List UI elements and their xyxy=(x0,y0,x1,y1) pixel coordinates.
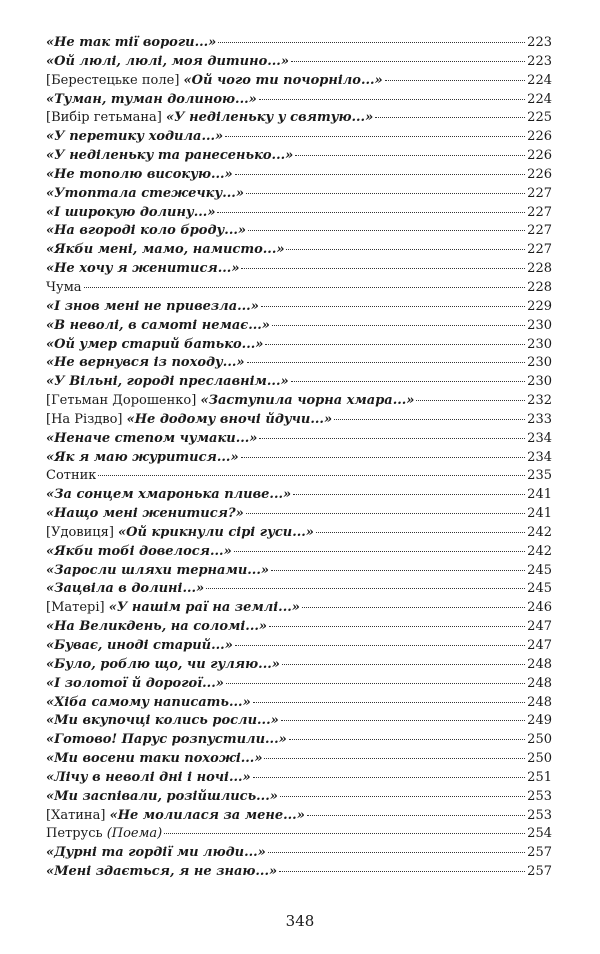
toc-entry-title: «У Вільні, городі преславнім...» xyxy=(46,374,289,390)
dot-leader xyxy=(218,42,525,43)
toc-entry-text xyxy=(46,91,257,110)
toc-entry-title: «На вгороді коло броду...» xyxy=(46,223,246,239)
dot-leader xyxy=(282,664,525,665)
toc-entry xyxy=(46,825,552,844)
toc-entry-page: 234 xyxy=(527,430,552,446)
dot-leader xyxy=(416,400,525,401)
toc-entry-title: «Не хочу я женитися...» xyxy=(46,261,240,277)
toc-entry-text xyxy=(46,147,293,166)
toc-entry-text xyxy=(46,53,289,72)
dot-leader xyxy=(268,852,525,853)
toc-entry-page: 230 xyxy=(527,374,552,390)
dot-leader xyxy=(334,419,525,420)
toc-entry xyxy=(46,204,552,223)
toc-entry-text xyxy=(46,731,287,750)
toc-entry-page: 224 xyxy=(527,72,552,88)
toc-entry-page: 247 xyxy=(527,619,552,635)
toc-entry-text xyxy=(46,279,82,298)
toc-entry-text xyxy=(46,72,383,91)
toc-entry-title: «Ой умер старий батько...» xyxy=(46,336,264,352)
dot-leader xyxy=(241,268,525,269)
toc-entry-page: 257 xyxy=(527,864,552,880)
toc-entry-text xyxy=(46,373,289,392)
toc-entry-page: 246 xyxy=(527,600,552,616)
toc-entry xyxy=(46,222,552,241)
toc-entry-subtitle: (Поема) xyxy=(106,826,163,842)
toc-entry xyxy=(46,449,552,468)
dot-leader xyxy=(235,174,525,175)
dot-leader xyxy=(281,720,525,721)
dot-leader xyxy=(248,230,525,231)
toc-entry-text xyxy=(46,618,267,637)
toc-entry-title: «Буває, иноді старий...» xyxy=(46,638,233,653)
toc-entry-text xyxy=(46,392,414,411)
toc-entry xyxy=(46,260,552,279)
toc-entry-page: 242 xyxy=(527,543,552,559)
toc-entry-text xyxy=(46,505,244,524)
toc-entry xyxy=(46,580,552,599)
dot-leader xyxy=(234,551,525,552)
toc-entry-section: [Вибір гетьмана] xyxy=(46,110,166,126)
dot-leader xyxy=(286,249,525,250)
toc-entry-page: 228 xyxy=(527,279,552,295)
toc-entry-page: 241 xyxy=(527,506,552,522)
toc-entry-text xyxy=(46,844,266,863)
toc-entry-text xyxy=(46,637,233,656)
toc-entry-title: «Якби мені, мамо, намисто...» xyxy=(46,242,285,258)
toc-entry-title: «Не так тії вороги...» xyxy=(46,35,217,50)
dot-leader xyxy=(241,457,526,458)
dot-leader xyxy=(293,494,525,495)
toc-entry-title: «Неначе степом чумаки...» xyxy=(46,430,258,446)
toc-entry-text xyxy=(46,863,277,882)
dot-leader xyxy=(280,796,525,797)
toc-entry-text xyxy=(46,675,224,694)
toc-entry-page: 250 xyxy=(527,732,552,748)
toc-entry-page: 227 xyxy=(527,204,552,220)
dot-leader xyxy=(84,287,526,288)
toc-entry-page: 230 xyxy=(527,317,552,333)
toc-entry-text xyxy=(46,656,280,675)
toc-entry xyxy=(46,128,552,147)
toc-entry-page: 245 xyxy=(527,581,552,597)
dot-leader xyxy=(206,588,525,589)
toc-entry-text xyxy=(46,430,257,449)
dot-leader xyxy=(253,702,525,703)
toc-entry-section: [Матері] xyxy=(46,600,109,616)
toc-entry xyxy=(46,109,552,128)
toc-entry-page: 234 xyxy=(527,449,552,465)
toc-entry-title: «Не додому вночі йдучи...» xyxy=(126,411,333,427)
toc-entry-text xyxy=(46,750,262,769)
dot-leader xyxy=(246,193,525,194)
toc-entry-text xyxy=(46,788,278,807)
toc-entry-title: «Якби тобі довелося...» xyxy=(46,543,232,559)
toc-entry-title: «У перетику ходила...» xyxy=(46,129,224,145)
toc-entry-text xyxy=(46,336,263,355)
toc-entry-title: «Не вернувся із походу...» xyxy=(46,355,245,371)
toc-entry-page: 241 xyxy=(527,487,552,503)
toc-entry xyxy=(46,72,552,91)
toc-entry xyxy=(46,298,552,317)
toc-entry-title: «Ми вкупочці колись росли...» xyxy=(46,713,279,729)
toc-entry-title: «Не тополю високую...» xyxy=(46,166,233,182)
toc-entry-title: «Заступила чорна хмара...» xyxy=(200,393,415,409)
toc-entry-text xyxy=(46,524,314,543)
toc-entry-text xyxy=(46,260,239,279)
dot-leader xyxy=(235,645,525,646)
toc-entry xyxy=(46,279,552,298)
toc-entry-text xyxy=(46,467,96,486)
toc-entry-text xyxy=(46,34,216,53)
toc-entry xyxy=(46,505,552,524)
toc-entry xyxy=(46,373,552,392)
toc-entry-page: 230 xyxy=(527,336,552,352)
dot-leader xyxy=(279,871,525,872)
toc-entry-text xyxy=(46,486,291,505)
toc-entry-text xyxy=(46,694,251,713)
toc-entry-page: 245 xyxy=(527,562,552,578)
toc-entry-title: «Заросли шляхи тернами...» xyxy=(46,562,269,578)
dot-leader xyxy=(291,381,526,382)
toc-entry-page: 230 xyxy=(527,355,552,371)
toc-entry xyxy=(46,712,552,731)
toc-entry-page: 249 xyxy=(527,713,552,729)
toc-entry-text xyxy=(46,580,204,599)
toc-entry-page: 223 xyxy=(527,53,552,69)
toc-entry-title: «За сонцем хмаронька пливе...» xyxy=(46,487,292,503)
toc-entry-title: «Дурні та гордії ми люди...» xyxy=(46,845,266,861)
toc-entry-title: «На Великдень, на соломі...» xyxy=(46,619,267,635)
toc-entry xyxy=(46,694,552,713)
toc-entry-text xyxy=(46,166,233,185)
toc-entry xyxy=(46,185,552,204)
toc-entry-page: 226 xyxy=(527,129,552,145)
dot-leader xyxy=(302,607,525,608)
toc-entry-page: 233 xyxy=(527,411,552,427)
toc-entry xyxy=(46,769,552,788)
dot-leader xyxy=(265,344,525,345)
toc-entry xyxy=(46,656,552,675)
toc-entry xyxy=(46,788,552,807)
toc-entry xyxy=(46,562,552,581)
toc-entry-title: «Ой чого ти почорніло...» xyxy=(183,72,383,88)
dot-leader xyxy=(259,99,525,100)
toc-entry xyxy=(46,750,552,769)
dot-leader xyxy=(307,815,525,816)
toc-entry xyxy=(46,675,552,694)
dot-leader xyxy=(253,777,525,778)
toc-entry-title: «В неволі, в самоті немає...» xyxy=(46,317,270,333)
toc-entry-text xyxy=(46,354,245,373)
toc-entry-title: «У неділеньку та ранесенько...» xyxy=(46,148,294,164)
dot-leader xyxy=(385,80,526,81)
dot-leader xyxy=(217,212,525,213)
toc-entry-page: 229 xyxy=(527,298,552,314)
toc-entry-page: 248 xyxy=(527,694,552,710)
toc-entry-text xyxy=(46,807,305,826)
dot-leader xyxy=(289,739,525,740)
toc-entry-text xyxy=(46,109,373,128)
toc-entry xyxy=(46,53,552,72)
dot-leader xyxy=(291,61,525,62)
toc-entry-page: 232 xyxy=(527,393,552,409)
toc-entry-title: «І широкую долину...» xyxy=(46,204,216,220)
toc-entry-text xyxy=(46,599,300,618)
toc-entry-page: 227 xyxy=(527,223,552,239)
toc-entry-title: «І золотої й дорогої...» xyxy=(46,675,224,691)
toc-entry-section: [Берестецьке поле] xyxy=(46,72,184,88)
dot-leader xyxy=(272,325,525,326)
toc-entry-page: 227 xyxy=(527,242,552,258)
toc-entry-text xyxy=(46,241,284,260)
page-number: 348 xyxy=(285,912,315,930)
toc-entry-title: «Готово! Парус розпустили...» xyxy=(46,732,287,748)
toc-entry xyxy=(46,336,552,355)
toc-entry-page: 248 xyxy=(527,675,552,691)
toc-entry-text xyxy=(46,769,251,788)
toc-entry-text xyxy=(46,185,244,204)
toc-entry-title: Чума xyxy=(46,279,82,295)
toc-entry xyxy=(46,844,552,863)
toc-entry-text xyxy=(46,449,239,468)
table-of-contents xyxy=(46,34,552,882)
dot-leader xyxy=(295,155,525,156)
toc-entry-text xyxy=(46,712,279,731)
dot-leader xyxy=(98,475,525,476)
toc-entry-title: «Не молилася за мене...» xyxy=(109,807,305,823)
toc-entry xyxy=(46,524,552,543)
toc-entry xyxy=(46,543,552,562)
toc-entry-page: 228 xyxy=(527,261,552,277)
toc-entry-page: 226 xyxy=(527,148,552,164)
toc-entry-section: [Удовиця] xyxy=(46,524,119,540)
toc-entry xyxy=(46,599,552,618)
toc-entry xyxy=(46,731,552,750)
toc-entry xyxy=(46,637,552,656)
toc-entry-title: Петрусь xyxy=(46,826,107,842)
toc-entry xyxy=(46,354,552,373)
toc-entry-title: «Було, роблю що, чи гуляю...» xyxy=(46,656,280,672)
dot-leader xyxy=(246,513,525,514)
toc-entry-page: 253 xyxy=(527,788,552,804)
toc-entry-title: «Ой люлі, люлі, моя дитино...» xyxy=(46,53,289,69)
toc-entry-page: 227 xyxy=(527,185,552,201)
toc-entry-page: 248 xyxy=(527,656,552,672)
toc-entry-text xyxy=(46,204,215,223)
toc-entry-text xyxy=(46,411,332,430)
toc-entry xyxy=(46,317,552,336)
toc-entry xyxy=(46,618,552,637)
toc-entry-title: «Утоптала стежечку...» xyxy=(46,185,244,201)
dot-leader xyxy=(375,117,525,118)
toc-entry-title: «У неділеньку у святую...» xyxy=(165,110,374,126)
toc-entry-title: «Хіба самому написать...» xyxy=(46,694,251,710)
toc-entry-page: 242 xyxy=(527,524,552,540)
toc-entry xyxy=(46,34,552,53)
toc-entry-text xyxy=(46,825,162,844)
toc-entry-page: 223 xyxy=(527,35,552,50)
toc-entry-page: 257 xyxy=(527,845,552,861)
toc-entry-page: 251 xyxy=(527,769,552,785)
toc-entry xyxy=(46,486,552,505)
toc-entry-section: [На Різдво] xyxy=(46,411,127,427)
dot-leader xyxy=(164,833,525,834)
toc-entry-page: 254 xyxy=(527,826,552,842)
dot-leader xyxy=(269,626,525,627)
dot-leader xyxy=(259,438,525,439)
toc-entry-title: «І знов мені не привезла...» xyxy=(46,298,259,314)
toc-entry-page: 225 xyxy=(527,110,552,126)
dot-leader xyxy=(264,758,525,759)
dot-leader xyxy=(261,306,525,307)
toc-entry-text xyxy=(46,543,232,562)
toc-entry-title: «Лічу в неволі дні і ночі...» xyxy=(46,769,251,785)
toc-entry-title: «У нашім раї на землі...» xyxy=(108,600,300,616)
toc-entry-title: «Як я маю журитися...» xyxy=(46,449,239,465)
toc-entry xyxy=(46,147,552,166)
toc-entry-title: «Ми восени таки похожі...» xyxy=(46,751,263,767)
toc-entry xyxy=(46,467,552,486)
toc-entry-section: [Хатина] xyxy=(46,807,110,823)
toc-entry xyxy=(46,91,552,110)
toc-entry xyxy=(46,241,552,260)
toc-entry-text xyxy=(46,128,223,147)
toc-entry-page: 235 xyxy=(527,468,552,484)
toc-entry-page: 247 xyxy=(527,638,552,653)
toc-entry-title: «Нащо мені женитися?» xyxy=(46,506,244,522)
toc-entry-page: 253 xyxy=(527,807,552,823)
dot-leader xyxy=(225,136,525,137)
toc-entry xyxy=(46,411,552,430)
toc-entry-page: 226 xyxy=(527,166,552,182)
dot-leader xyxy=(226,683,525,684)
toc-entry-page: 224 xyxy=(527,91,552,107)
toc-entry xyxy=(46,807,552,826)
toc-entry-title: «Туман, туман долиною...» xyxy=(46,91,257,107)
dot-leader xyxy=(316,532,525,533)
dot-leader xyxy=(247,362,526,363)
toc-entry-title: «Зацвіла в долині...» xyxy=(46,581,205,597)
toc-entry xyxy=(46,392,552,411)
toc-entry xyxy=(46,863,552,882)
toc-entry xyxy=(46,430,552,449)
toc-entry xyxy=(46,166,552,185)
toc-entry-text xyxy=(46,317,270,336)
toc-entry-title: Сотник xyxy=(46,468,97,484)
toc-entry-title: «Ой крикнули сірі гуси...» xyxy=(118,524,314,540)
dot-leader xyxy=(271,570,525,571)
toc-entry-text xyxy=(46,562,269,581)
toc-entry-page: 250 xyxy=(527,751,552,767)
toc-entry-title: «Мені здається, я не знаю...» xyxy=(46,864,278,880)
toc-entry-text xyxy=(46,222,246,241)
toc-entry-section: [Гетьман Дорошенко] xyxy=(46,393,201,409)
toc-entry-title: «Ми заспівали, розійшлись...» xyxy=(46,788,278,804)
toc-entry-text xyxy=(46,298,259,317)
